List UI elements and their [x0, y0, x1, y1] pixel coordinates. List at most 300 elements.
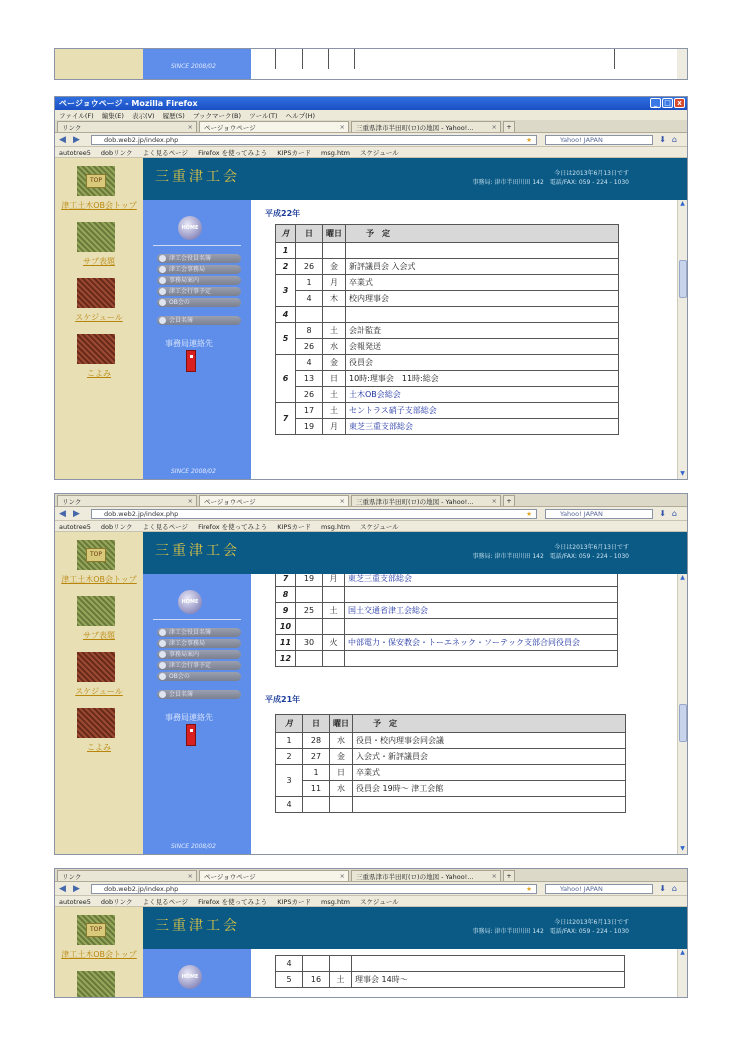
- cell-month: 9: [276, 603, 296, 619]
- table-row: [276, 797, 626, 813]
- bookmark-item[interactable]: よく見るページ: [142, 149, 188, 157]
- year-heading: 平成21年: [265, 695, 301, 704]
- cell-day: [296, 587, 323, 603]
- cell-event: 校内理事会: [346, 291, 619, 307]
- bookmark-item[interactable]: autotree5: [59, 523, 91, 531]
- cell-weekday: 日: [330, 765, 353, 781]
- search-input[interactable]: [545, 509, 653, 519]
- cell-weekday: 金: [323, 259, 346, 275]
- year-heading: 平成22年: [265, 209, 301, 218]
- cell-event: [345, 651, 618, 667]
- cell-month: 7: [276, 403, 296, 435]
- table-row: [276, 972, 625, 988]
- top-button-label: TOP: [86, 548, 106, 562]
- page-content: [55, 907, 687, 997]
- table-row: [276, 781, 626, 797]
- cell-day: 19: [296, 574, 323, 587]
- bookmark-item[interactable]: msg.htm: [321, 898, 350, 906]
- close-button[interactable]: x: [674, 98, 685, 108]
- table-row: [276, 355, 619, 371]
- menu-view[interactable]: 表示(V): [132, 112, 155, 120]
- top-link[interactable]: 津工土木OB会トップ: [61, 950, 137, 959]
- scroll-up-icon[interactable]: ▲: [680, 949, 685, 956]
- address-value: 事務局: 津市半田川田 142: [472, 928, 544, 935]
- header-day: 日: [303, 715, 330, 733]
- close-icon[interactable]: ×: [187, 123, 193, 131]
- table-row: [276, 243, 619, 259]
- cell-day: 4: [296, 355, 323, 371]
- address-value: 事務局: 津市半田川田 142: [472, 553, 544, 560]
- cell-event: 会報発送: [346, 339, 619, 355]
- left-column-strip: [55, 49, 143, 80]
- table-row: [276, 574, 618, 587]
- address-text: [472, 551, 629, 560]
- cell-day: 30: [296, 635, 323, 651]
- bookmark-item[interactable]: スケジュール: [360, 149, 399, 157]
- star-icon[interactable]: ★: [526, 885, 532, 893]
- menu-officers[interactable]: 津工会役員名簿: [157, 628, 241, 637]
- cell-weekday: [323, 619, 345, 635]
- menu-office[interactable]: 津工会事務局: [157, 639, 241, 648]
- cell-day: [296, 651, 323, 667]
- cell-weekday: 月: [323, 419, 346, 435]
- search-placeholder: Yahoo! JAPAN: [560, 510, 603, 518]
- phone-value: 電話/FAX: 059 - 224 - 1030: [549, 928, 629, 935]
- cell-event: 10時:理事会 11時:総会: [346, 371, 619, 387]
- toolbar-icons[interactable]: ⬇⌂: [659, 135, 683, 144]
- tab-label: 三重県津市半田町(ロ)の地図 - Yahoo!...: [356, 873, 474, 881]
- calendar-link[interactable]: こよみ: [87, 743, 111, 752]
- table-row: [276, 419, 619, 435]
- tab-yahoo-map[interactable]: [351, 495, 501, 506]
- browser-window-3: [54, 868, 688, 998]
- url-text: dob.web2.jp/index.php: [104, 136, 179, 144]
- table-row: [276, 733, 626, 749]
- cell-weekday: 土: [323, 403, 346, 419]
- close-icon[interactable]: ×: [339, 872, 345, 880]
- left-column: [55, 532, 143, 854]
- home-button[interactable]: HOME: [178, 216, 202, 240]
- url-bar[interactable]: [91, 884, 537, 894]
- cell-month: 1: [276, 733, 303, 749]
- star-icon[interactable]: ★: [526, 136, 532, 144]
- tab-bar: [55, 869, 687, 882]
- cell-day: 26: [296, 387, 323, 403]
- tab-label: ページョウページ: [204, 498, 256, 506]
- cell-event: 入会式・新評議員会: [353, 749, 626, 765]
- address-text: [472, 177, 629, 186]
- table-row: [276, 765, 626, 781]
- header-event: 予 定: [346, 225, 619, 243]
- new-tab-button[interactable]: +: [503, 870, 515, 881]
- calendar-link[interactable]: こよみ: [87, 369, 111, 378]
- date-text: 今日は2013年6月13日です: [554, 919, 629, 926]
- tab-label: リンク: [62, 498, 82, 506]
- subtitle-link[interactable]: サブ表題: [83, 631, 115, 640]
- cell-weekday: [323, 651, 345, 667]
- cell-event-link[interactable]: 国土交通省津工会総会: [345, 603, 618, 619]
- cell-event: [352, 956, 625, 972]
- subtitle-image[interactable]: [77, 596, 115, 626]
- close-icon[interactable]: ×: [339, 497, 345, 505]
- tab-link[interactable]: [57, 121, 197, 132]
- cell-month: 4: [276, 956, 303, 972]
- cell-event: 役員・校内理事会同会議: [353, 733, 626, 749]
- bookmark-item[interactable]: autotree5: [59, 898, 91, 906]
- home-button[interactable]: HOME: [178, 590, 202, 614]
- scrollbar[interactable]: [677, 574, 687, 854]
- tab-label: リンク: [62, 873, 82, 881]
- table-row: [276, 651, 618, 667]
- cell-weekday: [330, 956, 352, 972]
- menu-column: [143, 949, 251, 997]
- bookmark-item[interactable]: Firefox を使ってみよう: [198, 523, 268, 531]
- table-row: [276, 259, 619, 275]
- tab-link[interactable]: [57, 495, 197, 506]
- cell-event-link[interactable]: 東芝三重支部総会: [345, 574, 618, 587]
- address-text: [472, 926, 629, 935]
- scrollbar[interactable]: [677, 49, 687, 80]
- toolbar-icons[interactable]: ⬇⌂: [659, 884, 683, 893]
- scroll-down-icon[interactable]: ▼: [680, 470, 685, 477]
- cell-weekday: 水: [330, 781, 353, 797]
- bookmark-item[interactable]: dobリンク: [100, 149, 133, 157]
- cell-weekday: 水: [323, 339, 346, 355]
- search-input[interactable]: [545, 135, 653, 145]
- cell-day: 4: [296, 291, 323, 307]
- cell-event: 卒業式: [353, 765, 626, 781]
- title-bar: [55, 97, 687, 110]
- subtitle-image[interactable]: [77, 971, 115, 997]
- top-link[interactable]: 津工土木OB会トップ: [61, 201, 137, 210]
- maximize-button[interactable]: □: [662, 98, 673, 108]
- cell-month: 4: [276, 797, 303, 813]
- site-header: [143, 907, 687, 949]
- left-column: [55, 907, 143, 997]
- cell-day: 11: [303, 781, 330, 797]
- table-row: [276, 339, 619, 355]
- cell-day: [296, 619, 323, 635]
- table-row: [276, 603, 618, 619]
- date-text: 今日は2013年6月13日です: [554, 544, 629, 551]
- main-content: [251, 200, 677, 479]
- cell-event-link[interactable]: 中部電力・保安教会・トーエネック・ソーテック支部合同役員会: [345, 635, 618, 651]
- tab-label: ページョウページ: [204, 124, 256, 132]
- table-header-row: [276, 715, 626, 733]
- close-icon[interactable]: ×: [187, 497, 193, 505]
- scroll-thumb[interactable]: [679, 704, 687, 742]
- cell-event: 理事会 14時～: [352, 972, 625, 988]
- table-row: [276, 749, 626, 765]
- menu-help[interactable]: ヘルプ(H): [285, 112, 316, 120]
- menu-events[interactable]: 津工会行事予定: [157, 661, 241, 670]
- table-row: [276, 619, 618, 635]
- cell-event-link[interactable]: 東芝三重支部総会: [346, 419, 619, 435]
- tab-homepage[interactable]: [199, 870, 349, 881]
- url-text: dob.web2.jp/index.php: [104, 885, 179, 893]
- forward-icon[interactable]: ▶: [73, 135, 80, 145]
- site-logo[interactable]: 三重津工会: [155, 543, 240, 559]
- main-content: [251, 574, 677, 854]
- scroll-down-icon[interactable]: ▼: [680, 845, 685, 852]
- bookmark-item[interactable]: msg.htm: [321, 149, 350, 157]
- table-row: [276, 275, 619, 291]
- tab-link[interactable]: [57, 870, 197, 881]
- menu-bar: [55, 110, 687, 120]
- previous-screenshot-strip: [54, 48, 688, 80]
- cell-month: 2: [276, 259, 296, 275]
- bookmark-item[interactable]: Firefox を使ってみよう: [198, 898, 268, 906]
- header-weekday: 曜日: [330, 715, 353, 733]
- schedule-image[interactable]: [77, 278, 115, 308]
- phone-value: 電話/FAX: 059 - 224 - 1030: [549, 179, 629, 186]
- header-day: 日: [296, 225, 323, 243]
- cell-weekday: 水: [330, 733, 353, 749]
- cell-event: 卒業式: [346, 275, 619, 291]
- menu-members[interactable]: 会員名簿: [157, 316, 241, 325]
- cell-event: 会計監査: [346, 323, 619, 339]
- window-controls: [650, 98, 685, 108]
- left-column: [55, 158, 143, 479]
- cell-day: 17: [296, 403, 323, 419]
- close-icon[interactable]: ×: [187, 872, 193, 880]
- table-row: [276, 587, 618, 603]
- cell-month: 7: [276, 574, 296, 587]
- browser-window-1: [54, 96, 688, 480]
- schedule-link[interactable]: スケジュール: [75, 687, 123, 696]
- tab-yahoo-map[interactable]: [351, 870, 501, 881]
- page-content: [55, 158, 687, 479]
- navigation-bar: [55, 882, 687, 896]
- header-month: 月: [276, 225, 296, 243]
- scroll-thumb[interactable]: [679, 260, 687, 298]
- subtitle-image[interactable]: [77, 222, 115, 252]
- cell-event: 新評議員会 入会式: [346, 259, 619, 275]
- cell-weekday: 土: [323, 323, 346, 339]
- search-placeholder: Yahoo! JAPAN: [560, 885, 603, 893]
- table-row: [276, 635, 618, 651]
- cell-day: 13: [296, 371, 323, 387]
- menu-officers[interactable]: 津工会役員名簿: [157, 254, 241, 263]
- bookmark-item[interactable]: dobリンク: [100, 523, 133, 531]
- cell-weekday: 月: [323, 574, 345, 587]
- cell-month: 4: [276, 307, 296, 323]
- bookmark-item[interactable]: よく見るページ: [142, 898, 188, 906]
- bookmark-item[interactable]: よく見るページ: [142, 523, 188, 531]
- minimize-button[interactable]: _: [650, 98, 661, 108]
- cell-day: [303, 956, 330, 972]
- forward-icon[interactable]: ▶: [73, 509, 80, 519]
- menu-column: [143, 574, 251, 854]
- phone-value: 電話/FAX: 059 - 224 - 1030: [549, 553, 629, 560]
- site-logo[interactable]: 三重津工会: [155, 169, 240, 185]
- bookmark-item[interactable]: スケジュール: [360, 898, 399, 906]
- close-icon[interactable]: ×: [491, 123, 497, 131]
- schedule-link[interactable]: スケジュール: [75, 313, 123, 322]
- back-icon[interactable]: ◀: [59, 884, 66, 894]
- cell-month: 10: [276, 619, 296, 635]
- main-content: [251, 949, 677, 997]
- menu-tools[interactable]: ツール(T): [249, 112, 278, 120]
- cell-month: 1: [276, 243, 296, 259]
- cell-day: 1: [296, 275, 323, 291]
- header-weekday: 曜日: [323, 225, 346, 243]
- cell-event: [345, 619, 618, 635]
- bookmark-item[interactable]: KIPSカード: [277, 898, 311, 906]
- cell-day: 1: [303, 765, 330, 781]
- top-button[interactable]: [77, 166, 115, 196]
- menu-bookmarks[interactable]: ブックマーク(B): [192, 112, 241, 120]
- subtitle-link[interactable]: サブ表題: [83, 257, 115, 266]
- scrollbar[interactable]: [677, 200, 687, 479]
- schedule-image[interactable]: [77, 652, 115, 682]
- bookmark-item[interactable]: KIPSカード: [277, 523, 311, 531]
- back-icon[interactable]: ◀: [59, 509, 66, 519]
- menu-ob[interactable]: OB会の: [157, 298, 241, 307]
- scroll-up-icon[interactable]: ▲: [680, 574, 685, 581]
- bookmark-item[interactable]: autotree5: [59, 149, 91, 157]
- header-event: 予 定: [353, 715, 626, 733]
- bookmark-item[interactable]: スケジュール: [360, 523, 399, 531]
- since-text: SINCE 2008/02: [171, 63, 216, 70]
- cell-weekday: [323, 307, 346, 323]
- since-text: SINCE 2008/02: [171, 468, 216, 475]
- top-button[interactable]: [77, 540, 115, 570]
- table-row: [276, 291, 619, 307]
- cell-event: 役員会 19時～ 津工会館: [353, 781, 626, 797]
- date-text: 今日は2013年6月13日です: [554, 170, 629, 177]
- browser-window-2: [54, 493, 688, 855]
- cell-event-link[interactable]: 土木OB会総会: [346, 387, 619, 403]
- bookmark-item[interactable]: dobリンク: [100, 898, 133, 906]
- menu-edit[interactable]: 編集(E): [101, 112, 124, 120]
- navigation-bar: [55, 133, 687, 147]
- contact-label: 事務局連絡先: [165, 713, 213, 722]
- menu-column: [143, 200, 251, 479]
- site-logo[interactable]: 三重津工会: [155, 918, 240, 934]
- cell-day: 26: [296, 259, 323, 275]
- contact-label: 事務局連絡先: [165, 339, 213, 348]
- cell-day: [296, 243, 323, 259]
- window-title: ページョウページ - Mozilla Firefox: [59, 99, 198, 108]
- schedule-table-h21: [275, 714, 626, 813]
- new-tab-button[interactable]: +: [503, 495, 515, 506]
- navigation-bar: [55, 507, 687, 521]
- search-input[interactable]: [545, 884, 653, 894]
- schedule-table-h21-continued: [275, 955, 625, 988]
- address-value: 事務局: 津市半田川田 142: [472, 179, 544, 186]
- cell-weekday: 金: [323, 355, 346, 371]
- top-button-label: TOP: [86, 174, 106, 188]
- bookmark-item[interactable]: KIPSカード: [277, 149, 311, 157]
- menu-column-strip: [143, 49, 251, 80]
- tab-bar: [55, 120, 687, 133]
- calendar-image[interactable]: [77, 708, 115, 738]
- mailbox-icon[interactable]: [186, 724, 196, 746]
- search-placeholder: Yahoo! JAPAN: [560, 136, 603, 144]
- tab-label: 三重県津市半田町(ロ)の地図 - Yahoo!...: [356, 124, 474, 132]
- cell-day: [296, 307, 323, 323]
- close-icon[interactable]: ×: [491, 872, 497, 880]
- toolbar-icons[interactable]: ⬇⌂: [659, 509, 683, 518]
- home-button[interactable]: HOME: [178, 965, 202, 989]
- cell-weekday: [330, 797, 353, 813]
- cell-month: 11: [276, 635, 296, 651]
- scrollbar[interactable]: [677, 949, 687, 997]
- table-header-row: [276, 225, 619, 243]
- forward-icon[interactable]: ▶: [73, 884, 80, 894]
- bookmarks-bar: [55, 147, 687, 158]
- tab-bar: [55, 494, 687, 507]
- url-text: dob.web2.jp/index.php: [104, 510, 179, 518]
- menu-events[interactable]: 津工会行事予定: [157, 287, 241, 296]
- calendar-image[interactable]: [77, 334, 115, 364]
- menu-members[interactable]: 会員名簿: [157, 690, 241, 699]
- bookmarks-bar: [55, 521, 687, 532]
- table-fragment: [275, 49, 615, 69]
- cell-weekday: 日: [323, 371, 346, 387]
- tab-yahoo-map[interactable]: [351, 121, 501, 132]
- cell-weekday: 火: [323, 635, 345, 651]
- cell-month: 5: [276, 972, 303, 988]
- bookmark-item[interactable]: msg.htm: [321, 523, 350, 531]
- menu-file[interactable]: ファイル(F): [59, 112, 94, 120]
- cell-event-link[interactable]: セントラス硝子支部総会: [346, 403, 619, 419]
- url-bar[interactable]: [91, 509, 537, 519]
- star-icon[interactable]: ★: [526, 510, 532, 518]
- cell-weekday: [323, 587, 345, 603]
- menu-office[interactable]: 津工会事務局: [157, 265, 241, 274]
- close-icon[interactable]: ×: [339, 123, 345, 131]
- cell-day: 19: [296, 419, 323, 435]
- top-link[interactable]: 津工土木OB会トップ: [61, 575, 137, 584]
- bookmark-item[interactable]: Firefox を使ってみよう: [198, 149, 268, 157]
- menu-guide[interactable]: 事務局案内: [157, 650, 241, 659]
- schedule-table-continued: [275, 574, 618, 667]
- tab-homepage[interactable]: [199, 495, 349, 506]
- cell-weekday: 木: [323, 291, 346, 307]
- cell-month: 3: [276, 275, 296, 307]
- top-button[interactable]: [77, 915, 115, 945]
- bookmarks-bar: [55, 896, 687, 907]
- top-button-label: TOP: [86, 923, 106, 937]
- close-icon[interactable]: ×: [491, 497, 497, 505]
- mailbox-icon[interactable]: [186, 350, 196, 372]
- menu-ob[interactable]: OB会の: [157, 672, 241, 681]
- cell-weekday: [323, 243, 346, 259]
- cell-weekday: 土: [323, 387, 346, 403]
- new-tab-button[interactable]: +: [503, 121, 515, 132]
- scroll-up-icon[interactable]: ▲: [680, 200, 685, 207]
- tab-label: リンク: [62, 124, 82, 132]
- menu-guide[interactable]: 事務局案内: [157, 276, 241, 285]
- cell-event: [353, 797, 626, 813]
- back-icon[interactable]: ◀: [59, 135, 66, 145]
- cell-day: 28: [303, 733, 330, 749]
- cell-event: [346, 243, 619, 259]
- tab-homepage[interactable]: [199, 121, 349, 132]
- table-row: [276, 371, 619, 387]
- url-bar[interactable]: [91, 135, 537, 145]
- cell-month: 12: [276, 651, 296, 667]
- cell-day: [303, 797, 330, 813]
- table-row: [276, 956, 625, 972]
- menu-history[interactable]: 履歴(S): [162, 112, 185, 120]
- cell-event: [346, 307, 619, 323]
- table-row: [276, 307, 619, 323]
- cell-month: 8: [276, 587, 296, 603]
- cell-day: 8: [296, 323, 323, 339]
